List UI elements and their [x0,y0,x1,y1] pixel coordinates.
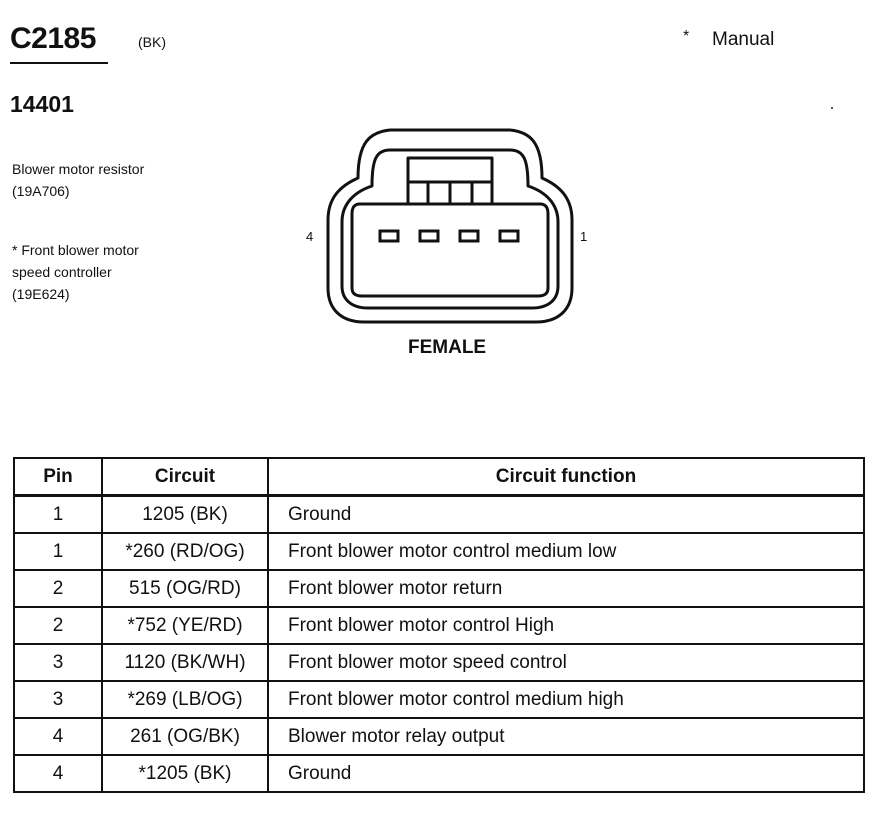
connector-inner-shell [342,150,558,308]
cell-pin: 4 [14,718,102,755]
cell-function: Front blower motor speed control [268,644,864,681]
cell-pin: 4 [14,755,102,792]
column-header-circuit: Circuit [102,458,268,496]
cell-circuit: *269 (LB/OG) [102,681,268,718]
cell-pin: 2 [14,570,102,607]
scan-speck [831,107,833,109]
cell-circuit: 515 (OG/RD) [102,570,268,607]
cell-pin: 3 [14,681,102,718]
cell-function: Blower motor relay output [268,718,864,755]
cell-circuit: *260 (RD/OG) [102,533,268,570]
cell-circuit: 261 (OG/BK) [102,718,268,755]
connector-gender-label: FEMALE [408,337,487,358]
description-resistor [12,158,144,202]
cell-function: Front blower motor return [268,570,864,607]
pin-cavity-3 [420,231,438,241]
cell-circuit: *752 (YE/RD) [102,607,268,644]
description-line: (19E624) [12,286,70,302]
table-row [14,718,864,755]
table-header-row [14,458,864,496]
description-line: (19A706) [12,183,70,199]
cell-pin: 1 [14,533,102,570]
column-header-pin: Pin [14,458,102,496]
cell-function: Front blower motor control medium high [268,681,864,718]
table-row [14,755,864,792]
description-line: speed controller [12,264,112,280]
pin-cavity-4 [380,231,398,241]
connector-face-diagram [310,120,590,330]
cell-circuit: *1205 (BK) [102,755,268,792]
legend-label: Manual [712,29,775,50]
description-line: * Front blower motor [12,242,139,258]
cell-circuit: 1120 (BK/WH) [102,644,268,681]
table-row [14,607,864,644]
pin-cavity-2 [460,231,478,241]
cell-function: Ground [268,755,864,792]
cell-pin: 1 [14,496,102,534]
table-row [14,496,864,534]
pin-number-right: 1 [580,229,588,244]
cell-pin: 2 [14,607,102,644]
description-speed-controller [12,239,139,305]
table-row [14,570,864,607]
cell-circuit: 1205 (BK) [102,496,268,534]
pinout-table [13,457,865,793]
cell-function: Front blower motor control medium low [268,533,864,570]
cell-pin: 3 [14,644,102,681]
connector-id: C2185 [10,22,96,55]
connector-cavity [352,204,548,296]
table-row [14,644,864,681]
table-row [14,681,864,718]
cell-function: Ground [268,496,864,534]
pin-number-left: 4 [306,229,314,244]
pin-cavity-1 [500,231,518,241]
description-line: Blower motor resistor [12,161,145,177]
table-row [14,533,864,570]
cell-function: Front blower motor control High [268,607,864,644]
connector-color: (BK) [138,34,166,50]
column-header-function: Circuit function [268,458,864,496]
legend-symbol: * [683,28,690,45]
part-number: 14401 [10,91,74,117]
connector-id-underline [10,62,108,64]
